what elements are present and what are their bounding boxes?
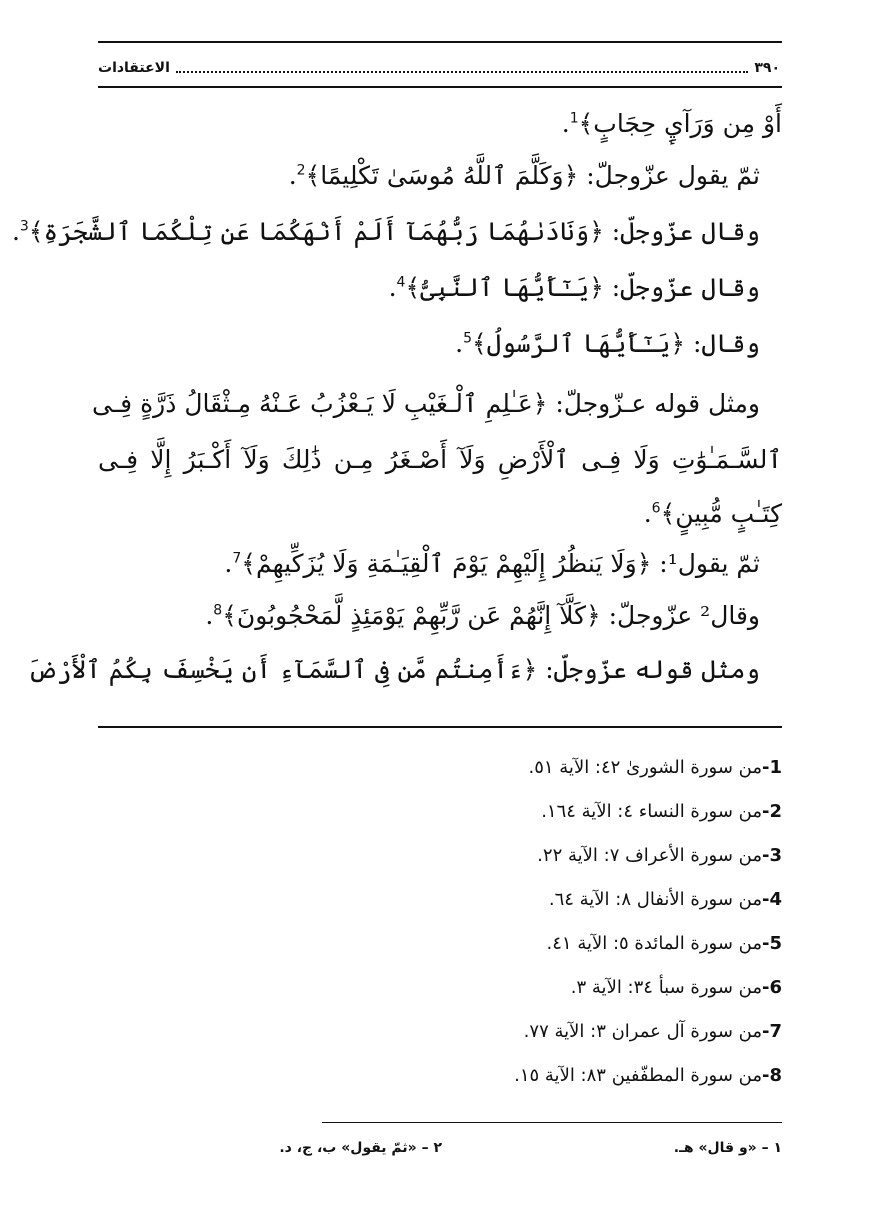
text-line: وقال عزّوجلّ: ﴿يَـٰٓأَيُّهَا ٱلنَّبِىُّ﴾$^4$. [388, 273, 760, 302]
header-top-rule [98, 41, 782, 43]
variant-note: ٢ – «ثمّ يقول» ب، ج، د. [279, 1140, 442, 1156]
footnote-marker: 1 [569, 110, 579, 127]
footnote-marker: 4 [396, 274, 406, 291]
running-header-title: الاعتقادات [98, 60, 170, 76]
variant-notes-separator-rule [322, 1122, 782, 1123]
footnote-item: 6-من سورة سبأ ٣٤: الآية ٣. [570, 977, 782, 998]
footnote-marker: 3 [19, 218, 29, 235]
footnote-marker: 8 [213, 602, 223, 619]
text-line: أَوْ مِن وَرَآيِٕ حِجَابٍ﴾$^1$. [561, 109, 782, 138]
text-line: ٱلسَّـمَـٰوَٰتِ وَلَا فِـى ٱلْأَرْضِ وَلَآ أَصْـغَرُ مِـن ذَٰلِكَ وَلَآ أَكْـبَرُ إِلَّا فِـى [98, 445, 782, 474]
text-line: ومثل قوله عزّوجلّ: ﴿ءَأَمِنتُم مَّن فِى ٱلسَّمَآءِ أَن يَخْسِفَ بِكُمُ ٱلْأَرْضَ [27, 655, 760, 684]
header-dot-leader [176, 63, 748, 73]
footnote-item: 7-من سورة آل عمران ٣: الآية ٧٧. [523, 1021, 782, 1042]
footnote-marker: 7 [232, 550, 242, 567]
variant-notes [98, 1140, 782, 1164]
page-number: ٣٩٠ [754, 60, 780, 76]
text-line: وقال عزّوجلّ: ﴿وَنَادَىٰهُمَا رَبُّهُمَآ أَلَمْ أَنْهَكُمَا عَن تِلْكُمَا ٱلشَّجَرَةِ﴾$^3$. [11, 217, 760, 246]
text-line: ثمّ يقول عزّوجلّ: ﴿وَكَلَّمَ ٱللَّهُ مُوسَىٰ تَكْلِيمًا﴾$^2$. [288, 161, 760, 190]
footnote-marker: 2 [296, 162, 306, 179]
text-line: وقال: ﴿يَـٰٓأَيُّهَا ٱلرَّسُولُ﴾$^5$. [455, 329, 760, 358]
footnote-item: 2-من سورة النساء ٤: الآية ١٦٤. [541, 801, 782, 822]
text-line: كِتَـٰبٍ مُّبِينٍ﴾$^6$. [643, 499, 782, 528]
footnote-item: 5-من سورة المائدة ٥: الآية ٤١. [546, 933, 782, 954]
text-line: ثمّ يقول¹: ﴿وَلَا يَنظُرُ إِلَيْهِمْ يَوْمَ ٱلْقِيَـٰمَةِ وَلَا يُزَكِّيهِمْ﴾$^7$. [224, 549, 760, 578]
footnote-marker: 6 [651, 500, 661, 517]
footnote-item: 3-من سورة الأعراف ٧: الآية ٢٢. [537, 845, 782, 866]
text-line: وقال² عزّوجلّ: ﴿كَلَّآ إِنَّهُمْ عَن رَّبِّهِمْ يَوْمَئِذٍ لَّمَحْجُوبُونَ﴾$^8$. [205, 601, 760, 630]
header-bottom-rule [98, 86, 782, 88]
footnote-marker: 5 [463, 330, 472, 347]
footnote-item: 1-من سورة الشورىٰ ٤٢: الآية ٥١. [528, 757, 782, 778]
footnote-item: 8-من سورة المطفّفين ٨٣: الآية ١٥. [514, 1065, 782, 1086]
text-line: ومثل قوله عـزّوجلّ: ﴿عَـٰلِمِ ٱلْـغَيْبِ لَا يَـعْزُبُ عَـنْهُ مِـثْقَالُ ذَرَّةٍ فِـى [92, 389, 760, 418]
footnote-separator-rule [98, 726, 782, 728]
footnote-item: 4-من سورة الأنفال ٨: الآية ٦٤. [548, 889, 782, 910]
variant-note: ١ – «و قال» هـ. [673, 1140, 782, 1156]
running-header [98, 55, 780, 81]
